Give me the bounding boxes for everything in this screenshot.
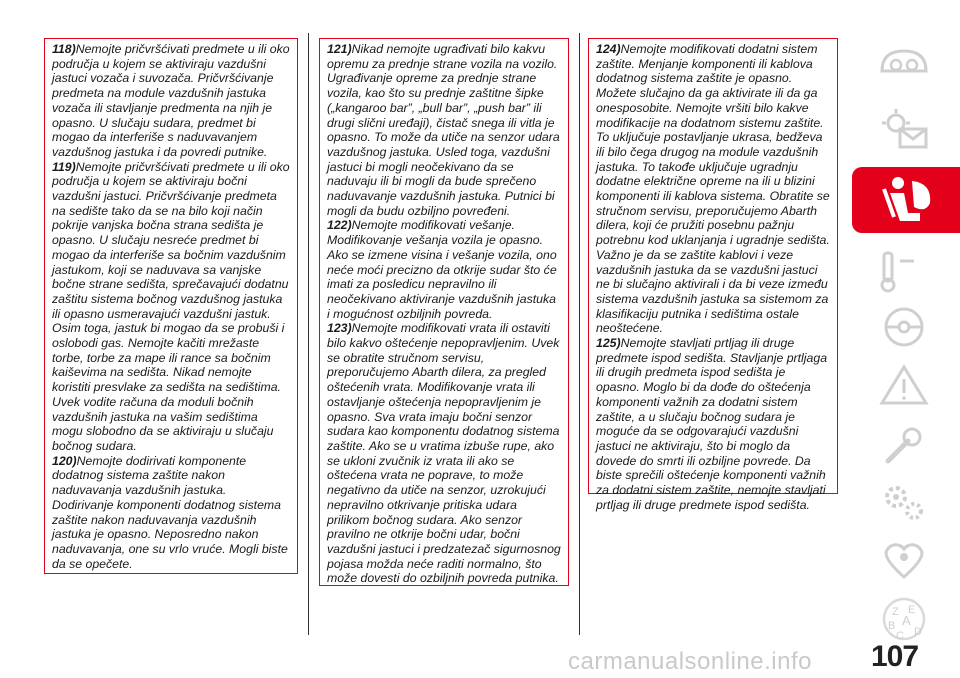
tab-index[interactable] [852, 589, 960, 645]
tab-maintenance[interactable] [852, 417, 960, 473]
warning-box-column-2 [319, 38, 569, 586]
svg-text:D: D [914, 626, 922, 638]
seat-airbag-icon [874, 173, 944, 229]
tab-emergency[interactable] [852, 357, 960, 413]
key-start-icon [874, 249, 934, 293]
paragraph: 124)Nemojte modifikovati dodatni sistem zaštite. Menjanje komponenti ili kablova dodatnog sistema zaštite je opasno. Možete slučajno da ga aktivirate ili da ga onesposobite. Nemojte vršiti bilo kakve modifikacije na dodatnom sistemu zaštite. To uključuje postavljanje ukrasa, bedževa ili bilo čega drugog na module vazdušnih jastuka. To takođe uključuje ugradnju dodatne električne opreme na ili u blizini komponenti ili kablova sistema. Obratite se stručnom servisu, preporučujemo Abarth dilera, koji će pružiti posebnu pažnju potrebnu kod uklanjanja i ugradnje sedišta. Važno je da se zaštite kablovi i veze vazdušnih jastuka da se vazdušni jastuci ne bi slučajno aktivirali i da bi veze između sistema vazdušnih jastuka sa sistemom za klasifikaciju putnika i sedištima ostale neoštećene. [596, 42, 830, 336]
tab-technical-data[interactable] [852, 473, 960, 529]
paragraph: 119)Nemojte pričvršćivati predmete u ili oko područja u kojem se aktiviraju bočni vazdušni jastuci. Pričvršćivanje predmeta na sedište tako da se na bilo koji način pokrije vanjska bočna strana sedišta je opasno. U slučaju nesreće predmet bi mogao da interferiše sa bočnim vazdušnim jastukom, koji se naduvava sa vanjske bočne strane sedišta, sprečavajući dodatnu zaštitu sistema bočnog vazdušnog jastuka ili opasno usmeravajući vazdušni jastuk. Osim toga, jastuk bi mogao da se probuši i oslobodi gas. Nemojte kačiti mrežaste torbe, torbe za mape ili rance sa bočnim kaiševima na sedišta. Nikad nemojte koristiti presvlake za sedišta na sedištima. Uvek vodite računa da moduli bočnih vazdušnih jastuka na vašim sedištima mogu slobodno da se aktiviraju u slučaju bočnog sudara. [52, 159, 290, 453]
multimedia-icon [874, 537, 934, 581]
tab-driving[interactable] [852, 299, 960, 355]
paragraph: 118)Nemojte pričvršćivati predmete u ili oko područja u kojem se aktiviraju vazdušni jastuci vozača i suvozača. Pričvršćivanje predmeta na module vazdušnih jastuka vozača ili stavljanje predmenta na njih je opasno. U slučaju sudara, predmet bi mogao da interferiše s naduvavanjem vazdušnog jastuka i da povredi putnike. [52, 42, 290, 159]
tab-dashboard[interactable] [852, 35, 960, 91]
tab-warning-lights[interactable] [852, 101, 960, 157]
alphabet-index-icon [874, 595, 934, 643]
column-divider-2 [579, 33, 580, 635]
page-number: 107 [871, 640, 919, 673]
tab-safety[interactable] [852, 167, 960, 233]
paragraph: 121)Nikad nemojte ugrađivati bilo kakvu opremu za prednje strane vozila na vozilo. Ugrađivanje opreme za prednje strane vozila, kao što su prednje zaštitne šipke („kangaroo bar”, „bull bar”, „push bar” ili drugi slični uređaji), čistač snega ili vitla je opasno. To može da utiče na senzor udara vazdušnog jastuka. Usled toga, vazdušni jastuci bi mogli neočekivano da se naduvaju ili bi mogli da bude sprečeno naduvavanje vazdušnih jastuka. Putnici bi mogli da budu ozbiljno povređeni. [327, 42, 560, 218]
paragraph: 122)Nemojte modifikovati vešanje. Modifikovanje vešanja vozila je opasno. Ako se izmene visina i vešanje vozila, ono neće moći precizno da otkrije sudar što će imati za posledicu nepravilno ili neočekivano aktiviranje vazdušnih jastuka i mogućnost ozbiljnih povreda. [327, 218, 557, 321]
watermark: carmanualsonline.info [568, 648, 812, 675]
paragraph: 123)Nemojte modifikovati vrata ili ostaviti bilo kakvo oštećenje nepopravljenim. Uvek se obratite stručnom servisu, preporučujemo Abarth dilera, za pregled oštećenih vrata. Modifikovanje vrata ili ostavljanje oštećenja nepopravljenim je opasno. Sva vrata imaju bočni senzor sudara kao komponentu dodatnog sistema zaštite. Ako se u vratima izbuše rupe, ako se ukloni zvučnik iz vrata ili ako se oštećena vrata ne poprave, to može negativno da utiče na senzor, uzrokujući nepravilno otkrivanje pritiska udara prilikom bočnog sudara. Ako senzor pravilno ne otkrije bočni udar, bočni vazdušni jastuci i predzatezač sigurnosnog pojasa možda neće raditi normalno, što može dovesti do ozbiljnih povreda putnika. [327, 321, 561, 586]
warning-box-column-1 [44, 38, 298, 574]
svg-text:B: B [888, 620, 896, 632]
tab-starting[interactable] [852, 243, 960, 299]
warning-lights-icon [874, 107, 934, 151]
svg-text:E: E [908, 604, 916, 616]
svg-text:Z: Z [892, 606, 899, 618]
column-divider-1 [308, 33, 309, 635]
car-dashboard-icon [874, 41, 934, 85]
gears-specs-icon [874, 479, 934, 523]
warning-box-column-3 [588, 38, 838, 512]
wrench-service-icon [874, 423, 934, 467]
tab-multimedia[interactable] [852, 531, 960, 587]
steering-wheel-icon [874, 305, 934, 349]
svg-text:C: C [896, 630, 904, 642]
warning-triangle-icon [874, 363, 934, 407]
paragraph: 120)Nemojte dodirivati komponente dodatnog sistema zaštite nakon naduvavanja vazdušnih jastuka. Dodirivanje komponenti dodatnog sistema zaštite nakon naduvavanja vazdušnih jastuka je opasno. Neposredno nakon naduvavanja, one su vrlo vruće. Mogli biste da se opečete. [52, 453, 288, 571]
svg-text:A: A [902, 613, 911, 628]
paragraph: 125)Nemojte stavljati prtljag ili druge predmete ispod sedišta. Stavljanje prtljaga ili drugih predmeta ispod sedišta je opasno. Moglo bi da dođe do oštećenja komponenti važnih za dodatni sistem zaštite, a u slučaju bočnog sudara je moguće da se odgovarajući vazdušni jastuci ne aktiviraju, što bi moglo da dovede do smrti ili ozbiljne povrede. Da biste sprečili oštećenje komponenti važnih za dodatni sistem zaštite, nemojte stavljati prtljag ili druge predmete ispod sedišta. [596, 336, 828, 512]
